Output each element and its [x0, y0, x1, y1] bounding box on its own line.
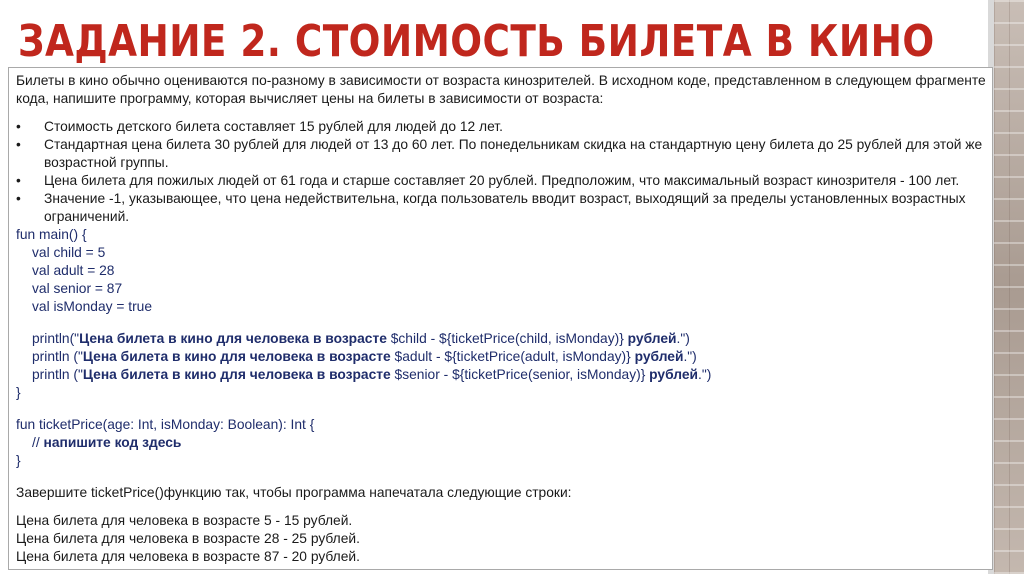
code-line-child: val child = 5: [32, 245, 106, 260]
code-token: println (": [32, 367, 83, 382]
requirements-list: [16, 118, 994, 226]
code-token: ."): [683, 349, 697, 364]
slide-title: ЗАДАНИЕ 2. СТОИМОСТЬ БИЛЕТА В КИНО: [18, 16, 935, 67]
code-token-bold: Цена билета в кино для человека в возрасте: [82, 349, 391, 364]
code-token: $senior - ${ticketPrice(senior, isMonday)}: [390, 367, 650, 382]
code-token: println (": [32, 349, 83, 364]
code-line-main: fun main() {: [16, 227, 87, 242]
code-token: ."): [698, 367, 712, 382]
code-token: //: [32, 435, 44, 450]
list-item: • Цена билета для пожилых людей от 61 года и старше составляет 20 рублей. Предположим, что максимальный возраст кинозрителя - 100 лет.: [16, 172, 994, 190]
expected-output-line: Цена билета для человека в возрасте 87 - 20 рублей.: [16, 549, 360, 564]
code-token-bold: рублей: [627, 331, 677, 346]
code-line-senior: val senior = 87: [32, 281, 123, 296]
instruction-text: Завершите ticketPrice()функцию так, чтобы программа напечатала следующие строки:: [16, 485, 572, 500]
code-blank-line: [16, 316, 994, 330]
list-item: • Стандартная цена билета 30 рублей для людей от 13 до 60 лет. По понедельникам скидка на стандартную цену билета до 25 рублей для этой же возрастной группы.: [16, 136, 994, 172]
code-token-bold: рублей: [649, 367, 698, 382]
code-line-close: }: [16, 385, 21, 400]
expected-output-line: Цена билета для человека в возрасте 28 - 25 рублей.: [16, 531, 360, 546]
code-token: println(": [32, 331, 80, 346]
code-block: [16, 226, 994, 470]
code-token: ."): [676, 331, 690, 346]
code-line-close: }: [16, 453, 21, 468]
code-blank-line: [16, 402, 994, 416]
list-item: • Стоимость детского билета составляет 15 рублей для людей до 12 лет.: [16, 118, 994, 136]
code-token-bold: Цена билета в кино для человека в возрасте: [82, 367, 391, 382]
expected-output-line: Цена билета для человека в возрасте 5 - 15 рублей.: [16, 513, 353, 528]
slide-body: [16, 72, 994, 566]
spacer: [16, 502, 994, 512]
spacer: [16, 470, 994, 484]
code-line-monday: val isMonday = true: [32, 299, 153, 314]
code-token-bold: рублей: [634, 349, 684, 364]
code-token-bold: напишите код здесь: [43, 435, 182, 450]
list-item: • Значение -1, указывающее, что цена недействительна, когда пользователь вводит возраст, выходящий за пределы установленных возрастных ограничений.: [16, 190, 994, 226]
code-line-println-adult: [16, 348, 994, 366]
code-line-comment: [16, 434, 994, 452]
code-line-println-child: [16, 330, 994, 348]
brick-wall-decoration: [994, 0, 1024, 574]
code-token-bold: Цена билета в кино для человека в возрасте: [79, 331, 387, 346]
code-token: $adult - ${ticketPrice(adult, isMonday)}: [390, 349, 635, 364]
intro-paragraph: Билеты в кино обычно оцениваются по-разному в зависимости от возраста кинозрителей. В исходном коде, представленном в следующем фрагменте кода, напишите программу, которая вычисляет цены на билеты в зависимости от возраста:: [16, 73, 986, 106]
code-token: $child - ${ticketPrice(child, isMonday)}: [386, 331, 628, 346]
code-line-println-senior: [16, 366, 994, 384]
code-line-fun-decl: fun ticketPrice(age: Int, isMonday: Boolean): Int {: [16, 417, 315, 432]
code-line-adult: val adult = 28: [32, 263, 115, 278]
